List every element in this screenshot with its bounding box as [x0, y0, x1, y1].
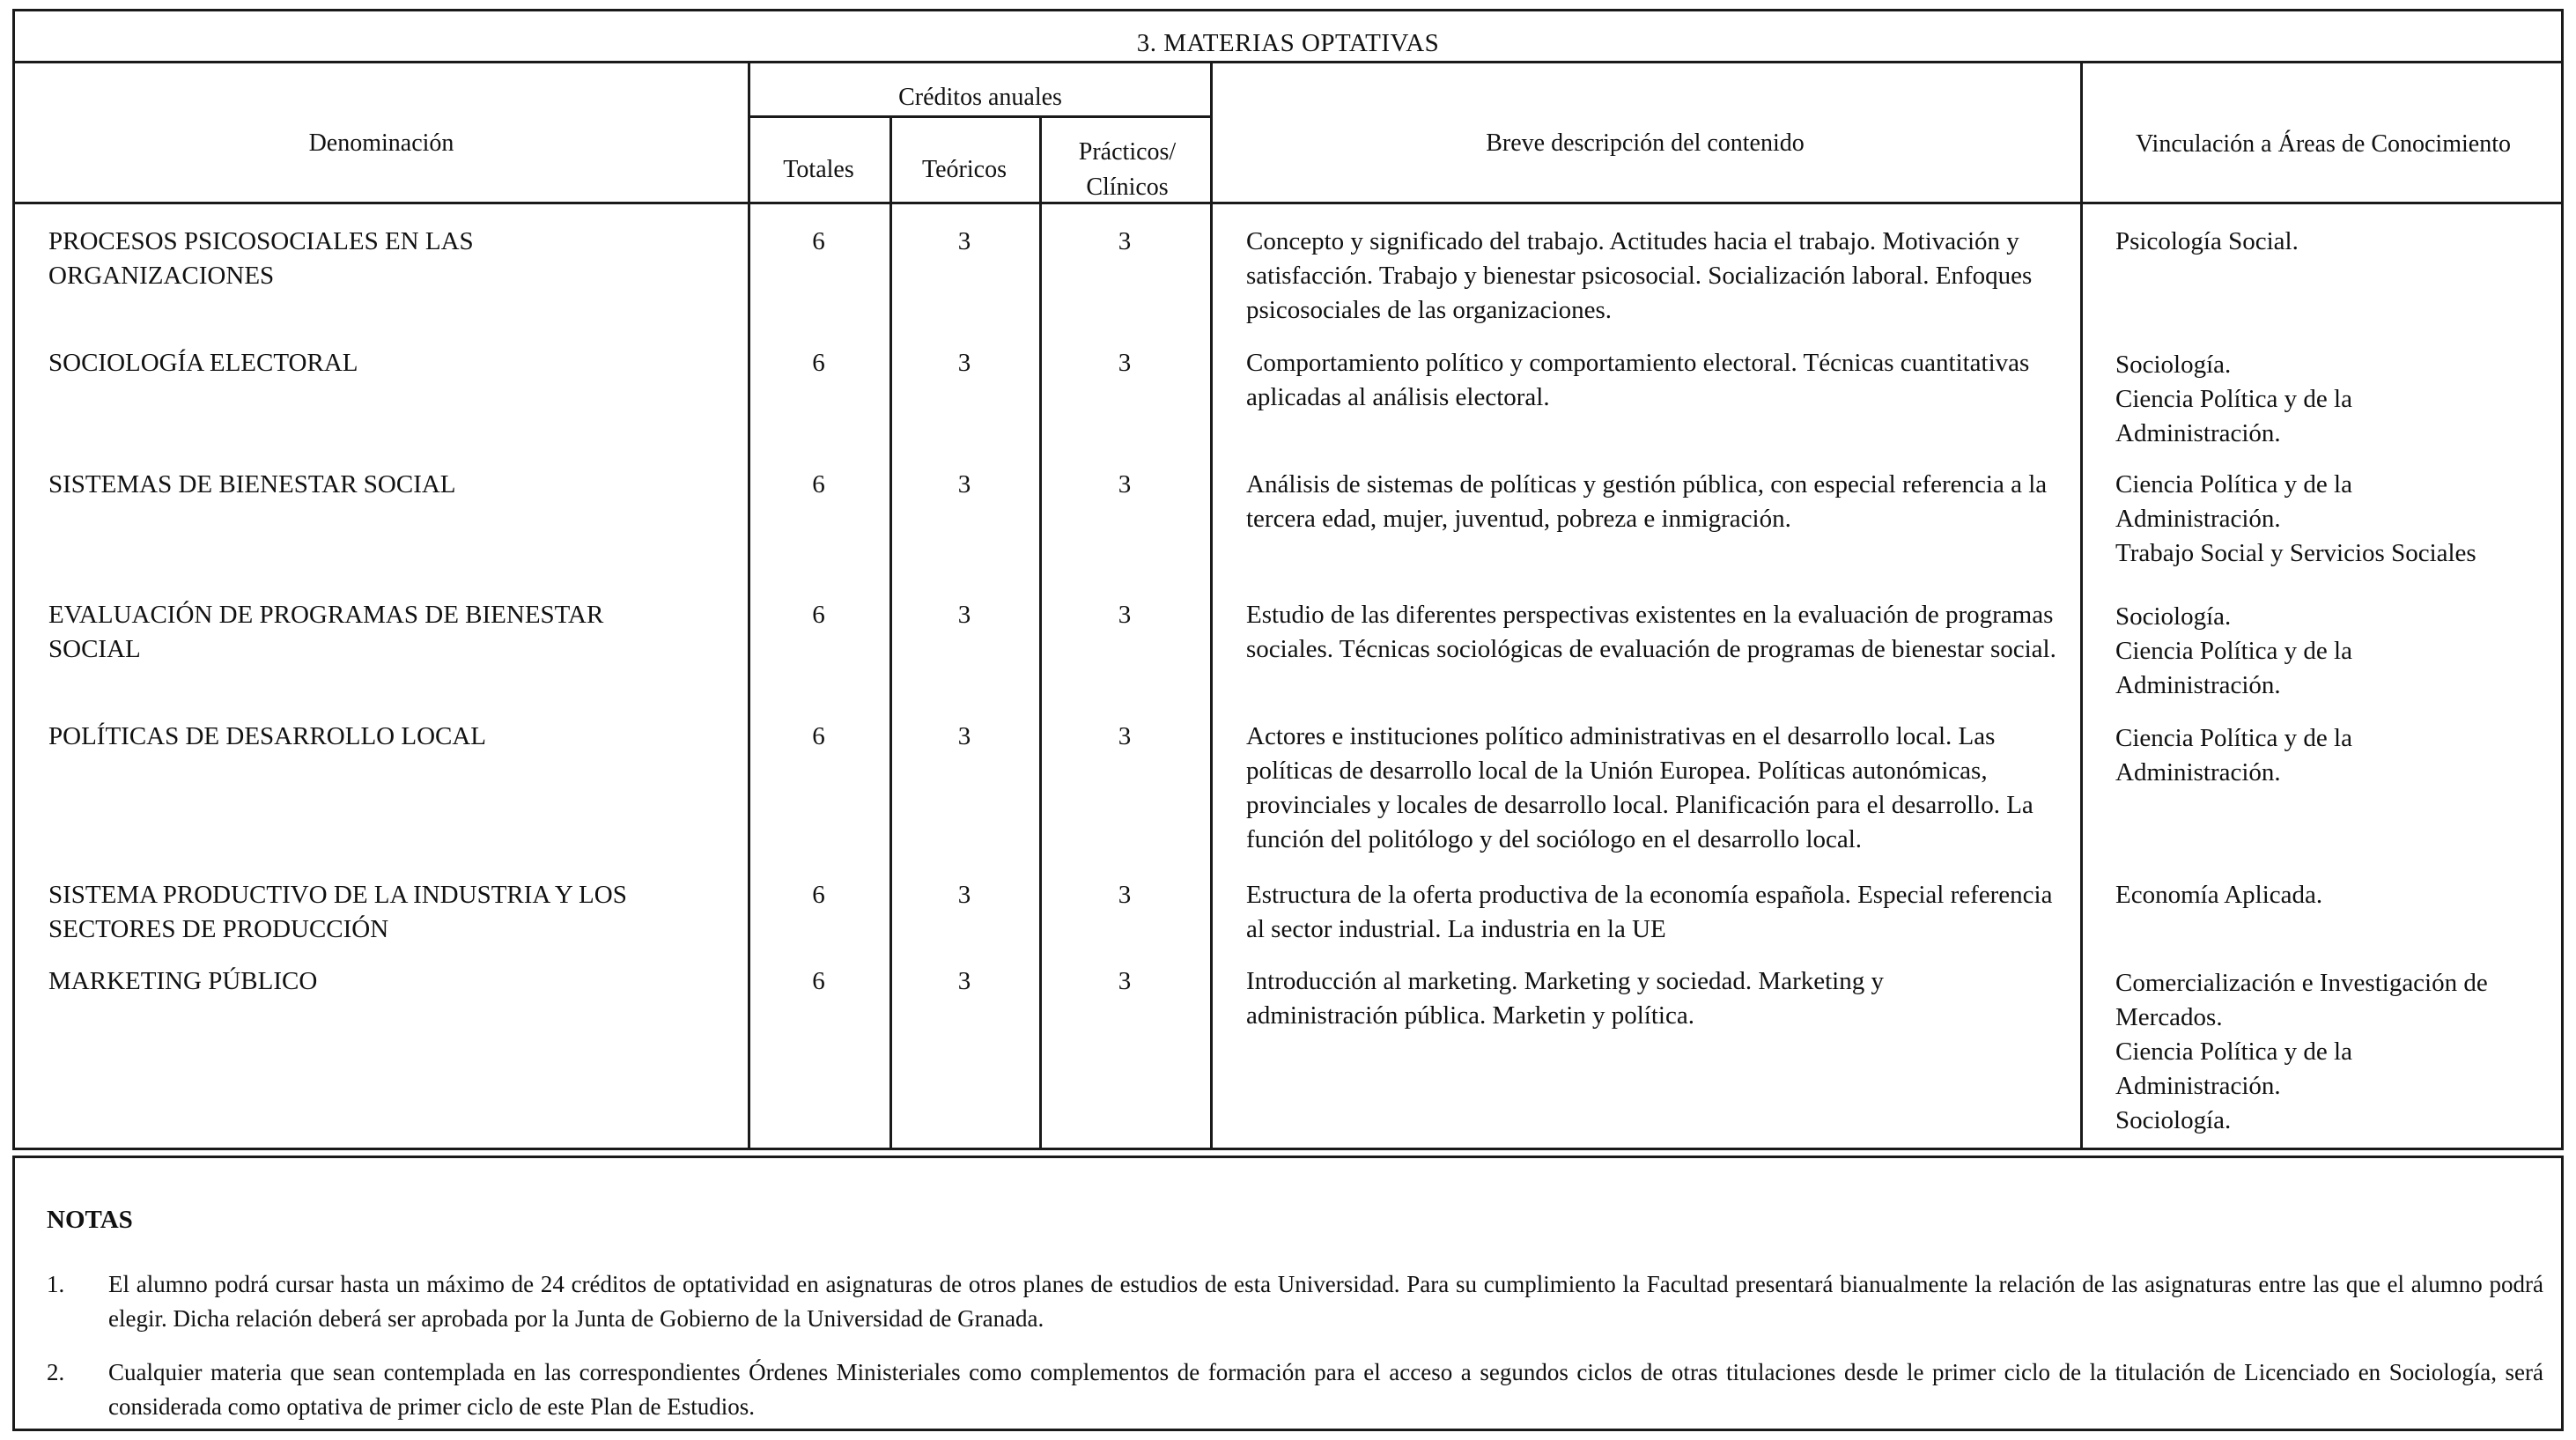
- credits-totales: 6: [812, 601, 825, 629]
- knowledge-areas: [2115, 348, 2468, 451]
- knowledge-areas: [2115, 468, 2565, 571]
- column-divider: [2080, 61, 2083, 1148]
- subject-name: SISTEMA PRODUCTIVO DE LA INDUSTRIA Y LOS SECTORES DE PRODUCCIÓN: [48, 881, 627, 943]
- area-line: Ciencia Política y de la Administración.: [2115, 470, 2352, 533]
- area-line: Trabajo Social y Servicios Sociales: [2115, 539, 2476, 567]
- credits-practicos: 3: [1118, 227, 1132, 255]
- credits-totales: 6: [812, 227, 825, 255]
- subject-name: EVALUACIÓN DE PROGRAMAS DE BIENESTAR SOCIAL: [48, 601, 604, 663]
- note-text: Cualquier materia que sean contemplada en las correspondientes Órdenes Ministeriales como complementos de formación para el acceso a segundos ciclos de otras titulaciones desde le primer ciclo de la titulación de Licenciado en Sociología, será considerada como optativa de primer ciclo de este Plan de Estudios.: [108, 1359, 2543, 1420]
- credits-practicos: 3: [1118, 349, 1132, 377]
- note-number: 2.: [47, 1359, 65, 1385]
- subject-description: Concepto y significado del trabajo. Actitudes hacia el trabajo. Motivación y satisfacción. Trabajo y bienestar psicosocial. Socialización laboral. Enfoques psicosociales de las organizaciones.: [1246, 227, 2033, 324]
- area-line: Comercialización e Investigación de Mercados.: [2115, 969, 2488, 1031]
- header-practicos: Prácticos/ Clínicos: [1078, 138, 1177, 201]
- credits-practicos: 3: [1118, 722, 1132, 750]
- credits-practicos: 3: [1118, 881, 1132, 909]
- credits-teoricos: 3: [957, 601, 971, 629]
- area-line: Ciencia Política y de la Administración.: [2115, 724, 2352, 786]
- credits-totales: 6: [812, 881, 825, 909]
- header-descripcion: Breve descripción del contenido: [1486, 129, 1805, 157]
- credits-totales: 6: [812, 470, 825, 498]
- header-divider: [15, 202, 2561, 204]
- subject-description: Actores e instituciones político administrativas en el desarrollo local. Las políticas de desarrollo local de la Unión Europea. Políticas autonómicas, provinciales y locales de desarrollo local. Planificación para el desarrollo. La función del politólogo y del sociólogo en el desarrollo local.: [1246, 722, 2033, 853]
- knowledge-areas: [2115, 600, 2468, 703]
- area-line: Psicología Social.: [2115, 227, 2299, 255]
- header-areas: Vinculación a Áreas de Conocimiento: [2136, 130, 2511, 158]
- knowledge-areas: [2115, 225, 2547, 259]
- credits-practicos: 3: [1118, 967, 1132, 995]
- subject-description: Estudio de las diferentes perspectivas existentes en la evaluación de programas sociales. Técnicas sociológicas de evaluación de programas de bienestar social.: [1246, 601, 2056, 663]
- subject-name: PROCESOS PSICOSOCIALES EN LAS ORGANIZACIONES: [48, 227, 474, 290]
- document-page: [12, 9, 2564, 1431]
- subject-name: SISTEMAS DE BIENESTAR SOCIAL: [48, 470, 456, 498]
- subject-description: Análisis de sistemas de políticas y gestión pública, con especial referencia a la tercera edad, mujer, juventud, pobreza e inmigración.: [1246, 470, 2048, 533]
- area-line: Ciencia Política y de la Administración.: [2115, 637, 2352, 699]
- credits-teoricos: 3: [957, 881, 971, 909]
- credits-totales: 6: [812, 967, 825, 995]
- notes-section: [12, 1156, 2564, 1431]
- header-totales: Totales: [783, 156, 854, 183]
- note-text: El alumno podrá cursar hasta un máximo de 24 créditos de optatividad en asignaturas de otros planes de estudios de esta Universidad. Para su cumplimiento la Facultad presentará bianualmente la relación de las asignaturas entre las que el alumno podrá elegir. Dicha relación deberá ser aprobada por la Junta de Gobierno de la Universidad de Granada.: [108, 1271, 2543, 1332]
- notes-title: NOTAS: [47, 1206, 133, 1234]
- credits-divider: [748, 115, 1213, 118]
- credits-practicos: 3: [1118, 470, 1132, 498]
- area-line: Ciencia Política y de la Administración.: [2115, 385, 2352, 447]
- subject-description: Comportamiento político y comportamiento electoral. Técnicas cuantitativas aplicadas al análisis electoral.: [1246, 349, 2030, 411]
- subject-name: SOCIOLOGÍA ELECTORAL: [48, 349, 358, 377]
- table-title: 3. MATERIAS OPTATIVAS: [1136, 29, 1440, 57]
- header-denominacion: Denominación: [308, 129, 454, 157]
- subject-description: Introducción al marketing. Marketing y sociedad. Marketing y administración pública. Marketin y política.: [1246, 967, 1884, 1030]
- area-line: Economía Aplicada.: [2115, 881, 2323, 909]
- optional-subjects-table: [12, 9, 2564, 1150]
- credits-teoricos: 3: [957, 349, 971, 377]
- header-teoricos: Teóricos: [921, 156, 1007, 183]
- credits-totales: 6: [812, 349, 825, 377]
- knowledge-areas: [2115, 721, 2388, 790]
- credits-teoricos: 3: [957, 967, 971, 995]
- credits-teoricos: 3: [957, 470, 971, 498]
- knowledge-areas: [2115, 878, 2547, 912]
- subject-description: Estructura de la oferta productiva de la economía española. Especial referencia al sector industrial. La industria en la UE: [1246, 881, 2053, 943]
- header-creditos: Créditos anuales: [898, 84, 1062, 111]
- subject-name: POLÍTICAS DE DESARROLLO LOCAL: [48, 722, 487, 750]
- subject-name: MARKETING PÚBLICO: [48, 967, 318, 995]
- area-line: Sociología.: [2115, 351, 2232, 379]
- area-line: Ciencia Política y de la Administración.: [2115, 1038, 2352, 1100]
- knowledge-areas: [2115, 966, 2556, 1138]
- credits-totales: 6: [812, 722, 825, 750]
- area-line: Sociología.: [2115, 1106, 2232, 1134]
- credits-practicos: 3: [1118, 601, 1132, 629]
- area-line: Sociología.: [2115, 602, 2232, 631]
- credits-teoricos: 3: [957, 722, 971, 750]
- title-divider: [15, 61, 2561, 63]
- column-divider: [1210, 61, 1213, 1148]
- credits-teoricos: 3: [957, 227, 971, 255]
- note-number: 1.: [47, 1271, 65, 1297]
